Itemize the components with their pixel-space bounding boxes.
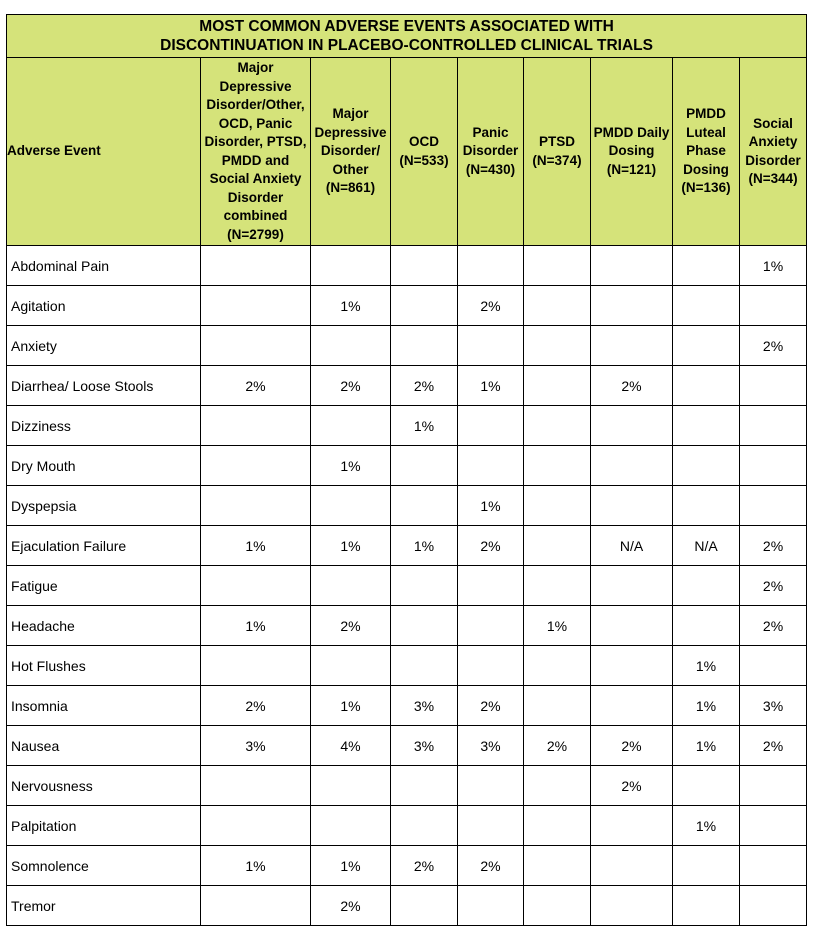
rate-cell: 1% (740, 246, 807, 286)
rate-cell: 3% (201, 726, 311, 766)
rate-cell (591, 406, 673, 446)
rate-cell: 2% (524, 726, 591, 766)
rate-cell (591, 286, 673, 326)
adverse-event-name: Dizziness (7, 406, 201, 446)
rate-cell (201, 486, 311, 526)
rate-cell (673, 606, 740, 646)
column-header-1 (201, 58, 311, 246)
rate-cell: 2% (458, 526, 524, 566)
rate-cell (311, 646, 391, 686)
column-header-line: OCD, Panic (218, 115, 293, 131)
rate-cell: 2% (201, 366, 311, 406)
rate-cell (201, 766, 311, 806)
adverse-event-name: Headache (7, 606, 201, 646)
rate-cell (740, 366, 807, 406)
rate-cell (458, 566, 524, 606)
rate-cell (524, 406, 591, 446)
rate-cell: 1% (311, 286, 391, 326)
rate-cell (391, 286, 458, 326)
rate-cell: 2% (740, 606, 807, 646)
rate-cell (391, 806, 458, 846)
column-header-5 (524, 58, 591, 246)
adverse-events-table (6, 14, 807, 926)
table-row (7, 286, 807, 326)
rate-cell: 1% (311, 686, 391, 726)
adverse-event-name: Somnolence (7, 846, 201, 886)
rate-cell: 1% (673, 646, 740, 686)
column-header-2 (311, 58, 391, 246)
table-row (7, 246, 807, 286)
adverse-event-name: Palpitation (7, 806, 201, 846)
rate-cell: 2% (740, 726, 807, 766)
rate-cell: 1% (311, 526, 391, 566)
rate-cell (740, 646, 807, 686)
column-header-line: Disorder (227, 189, 284, 205)
rate-cell: N/A (591, 526, 673, 566)
column-header-line: Disorder, PTSD, (204, 134, 307, 149)
rate-cell (458, 406, 524, 446)
table-row (7, 406, 807, 446)
rate-cell: 2% (311, 366, 391, 406)
rate-cell (591, 486, 673, 526)
adverse-event-name: Anxiety (7, 326, 201, 366)
rate-cell (740, 406, 807, 446)
rate-cell: 2% (740, 566, 807, 606)
rate-cell (740, 806, 807, 846)
rate-cell (524, 766, 591, 806)
rate-cell (591, 246, 673, 286)
rate-cell (673, 406, 740, 446)
rate-cell (740, 846, 807, 886)
adverse-event-name: Agitation (7, 286, 201, 326)
table-row (7, 766, 807, 806)
table-title (7, 15, 807, 58)
rate-cell: 2% (740, 526, 807, 566)
adverse-event-name: Nausea (7, 726, 201, 766)
adverse-event-name: Fatigue (7, 566, 201, 606)
adverse-event-name: Tremor (7, 886, 201, 926)
rate-cell (311, 806, 391, 846)
table-row (7, 566, 807, 606)
column-header-6 (591, 58, 673, 246)
rate-cell (673, 246, 740, 286)
rate-cell (740, 446, 807, 486)
rate-cell (391, 646, 458, 686)
rate-cell (673, 446, 740, 486)
adverse-event-name: Hot Flushes (7, 646, 201, 686)
rate-cell: 1% (311, 846, 391, 886)
rate-cell (740, 286, 807, 326)
rate-cell (673, 766, 740, 806)
column-header-line: PMDD (686, 106, 726, 122)
adverse-event-name: Insomnia (7, 686, 201, 726)
rate-cell (201, 646, 311, 686)
rate-cell: 2% (591, 766, 673, 806)
rate-cell (524, 486, 591, 526)
rate-cell (391, 326, 458, 366)
rate-cell (524, 566, 591, 606)
rate-cell (740, 766, 807, 806)
rate-cell: 2% (458, 846, 524, 886)
column-header-line: (N=374) (532, 152, 582, 168)
rate-cell (458, 446, 524, 486)
rate-cell (591, 846, 673, 886)
column-header-4 (458, 58, 524, 246)
column-header-8 (740, 58, 807, 246)
adverse-event-name: Abdominal Pain (7, 246, 201, 286)
rate-cell (391, 606, 458, 646)
rate-cell (311, 246, 391, 286)
column-header-line: (N=121) (606, 161, 657, 177)
rate-cell (458, 326, 524, 366)
rate-cell (524, 446, 591, 486)
rate-cell (524, 886, 591, 926)
column-header-line: Major (332, 106, 369, 122)
rate-cell (524, 286, 591, 326)
rate-cell (591, 446, 673, 486)
rate-cell: N/A (673, 526, 740, 566)
column-header-line: Depressive (219, 78, 292, 94)
rate-cell (311, 566, 391, 606)
rate-cell (673, 326, 740, 366)
adverse-event-name: Ejaculation Failure (7, 526, 201, 566)
column-header-line: PMDD and (221, 152, 290, 168)
rate-cell (391, 886, 458, 926)
rate-cell (391, 566, 458, 606)
column-header-line: Major (237, 60, 274, 75)
column-header-7 (673, 58, 740, 246)
rate-cell: 2% (201, 686, 311, 726)
column-header-line: (N=2799) (227, 226, 284, 242)
table-row (7, 846, 807, 886)
table-row (7, 486, 807, 526)
column-header-line: Disorder (462, 143, 519, 159)
rate-cell: 2% (458, 686, 524, 726)
title-line-1: MOST COMMON ADVERSE EVENTS ASSOCIATED WITH (199, 18, 614, 35)
header-adverse-event: Adverse Event (7, 58, 201, 246)
rate-cell (740, 486, 807, 526)
rate-cell: 1% (673, 726, 740, 766)
rate-cell: 1% (391, 526, 458, 566)
rate-cell (311, 326, 391, 366)
rate-cell: 1% (524, 606, 591, 646)
rate-cell: 2% (311, 606, 391, 646)
rate-cell (201, 286, 311, 326)
table-row (7, 326, 807, 366)
rate-cell: 1% (673, 686, 740, 726)
column-header-line: Other (332, 161, 369, 177)
rate-cell (201, 326, 311, 366)
rate-cell (391, 486, 458, 526)
rate-cell (311, 766, 391, 806)
column-header-3 (391, 58, 458, 246)
rate-cell (201, 886, 311, 926)
rate-cell (458, 886, 524, 926)
rate-cell (458, 766, 524, 806)
rate-cell: 2% (391, 846, 458, 886)
rate-cell (201, 446, 311, 486)
rate-cell (458, 246, 524, 286)
rate-cell: 1% (673, 806, 740, 846)
rate-cell: 3% (391, 726, 458, 766)
rate-cell: 3% (391, 686, 458, 726)
table-row (7, 726, 807, 766)
column-header-line: Disorder/ (320, 143, 381, 159)
table-body (7, 246, 807, 926)
table-row (7, 886, 807, 926)
rate-cell (591, 886, 673, 926)
column-header-line: PTSD (538, 134, 575, 149)
rate-cell (673, 886, 740, 926)
rate-cell (524, 526, 591, 566)
rate-cell: 1% (458, 366, 524, 406)
adverse-event-name: Dry Mouth (7, 446, 201, 486)
rate-cell (673, 366, 740, 406)
table-row (7, 646, 807, 686)
rate-cell: 2% (391, 366, 458, 406)
rate-cell (673, 286, 740, 326)
rate-cell (458, 806, 524, 846)
rate-cell (591, 606, 673, 646)
table-row (7, 686, 807, 726)
rate-cell (524, 686, 591, 726)
rate-cell (201, 246, 311, 286)
column-header-line: combined (223, 208, 288, 223)
rate-cell (524, 806, 591, 846)
table-row (7, 606, 807, 646)
rate-cell: 2% (311, 886, 391, 926)
title-row (7, 15, 807, 58)
adverse-event-name: Nervousness (7, 766, 201, 806)
rate-cell (673, 566, 740, 606)
table-row (7, 366, 807, 406)
rate-cell (591, 686, 673, 726)
column-header-line: Disorder/Other, (206, 97, 305, 112)
rate-cell (591, 566, 673, 606)
adverse-event-name: Diarrhea/ Loose Stools (7, 366, 201, 406)
rate-cell: 1% (311, 446, 391, 486)
rate-cell: 2% (591, 366, 673, 406)
column-header-line: Panic (472, 124, 509, 140)
column-header-line: Dosing (683, 161, 729, 177)
rate-cell: 4% (311, 726, 391, 766)
rate-cell (201, 806, 311, 846)
rate-cell (524, 326, 591, 366)
rate-cell (591, 806, 673, 846)
rate-cell (311, 406, 391, 446)
title-line-2: DISCONTINUATION IN PLACEBO-CONTROLLED CLINICAL TRIALS (160, 37, 653, 54)
column-header-line: Anxiety (748, 134, 798, 149)
column-header-line: Depressive (314, 124, 387, 140)
rate-cell: 2% (591, 726, 673, 766)
column-header-line: (N=136) (681, 180, 731, 196)
rate-cell: 1% (201, 846, 311, 886)
column-header-line: (N=533) (399, 152, 449, 168)
column-header-line: (N=861) (325, 180, 376, 196)
rate-cell (391, 766, 458, 806)
table-row (7, 526, 807, 566)
column-header-line: PMDD Daily (593, 124, 670, 140)
rate-cell (591, 646, 673, 686)
rate-cell: 3% (740, 686, 807, 726)
column-header-line: Disorder (745, 152, 801, 168)
column-header-line: Phase (686, 143, 726, 159)
table-row (7, 446, 807, 486)
rate-cell (524, 846, 591, 886)
rate-cell (391, 446, 458, 486)
rate-cell (391, 246, 458, 286)
rate-cell (524, 366, 591, 406)
rate-cell: 2% (740, 326, 807, 366)
column-header-line: OCD (409, 134, 439, 149)
table-row (7, 806, 807, 846)
rate-cell (201, 566, 311, 606)
rate-cell (311, 486, 391, 526)
rate-cell (673, 486, 740, 526)
rate-cell (524, 646, 591, 686)
rate-cell: 1% (458, 486, 524, 526)
column-header-line: Social (753, 115, 793, 131)
rate-cell (673, 846, 740, 886)
column-header-line: (N=430) (465, 161, 516, 177)
rate-cell: 3% (458, 726, 524, 766)
rate-cell (740, 886, 807, 926)
column-header-line: Luteal (686, 124, 726, 140)
rate-cell: 1% (391, 406, 458, 446)
rate-cell (458, 646, 524, 686)
rate-cell (591, 326, 673, 366)
adverse-event-name: Dyspepsia (7, 486, 201, 526)
rate-cell: 1% (201, 606, 311, 646)
rate-cell: 2% (458, 286, 524, 326)
rate-cell: 1% (201, 526, 311, 566)
column-header-line: (N=344) (748, 171, 798, 186)
rate-cell (524, 246, 591, 286)
column-header-line: Dosing (608, 143, 655, 159)
rate-cell (201, 406, 311, 446)
column-header-row (7, 58, 807, 246)
rate-cell (458, 606, 524, 646)
column-header-line: Social Anxiety (209, 171, 302, 186)
